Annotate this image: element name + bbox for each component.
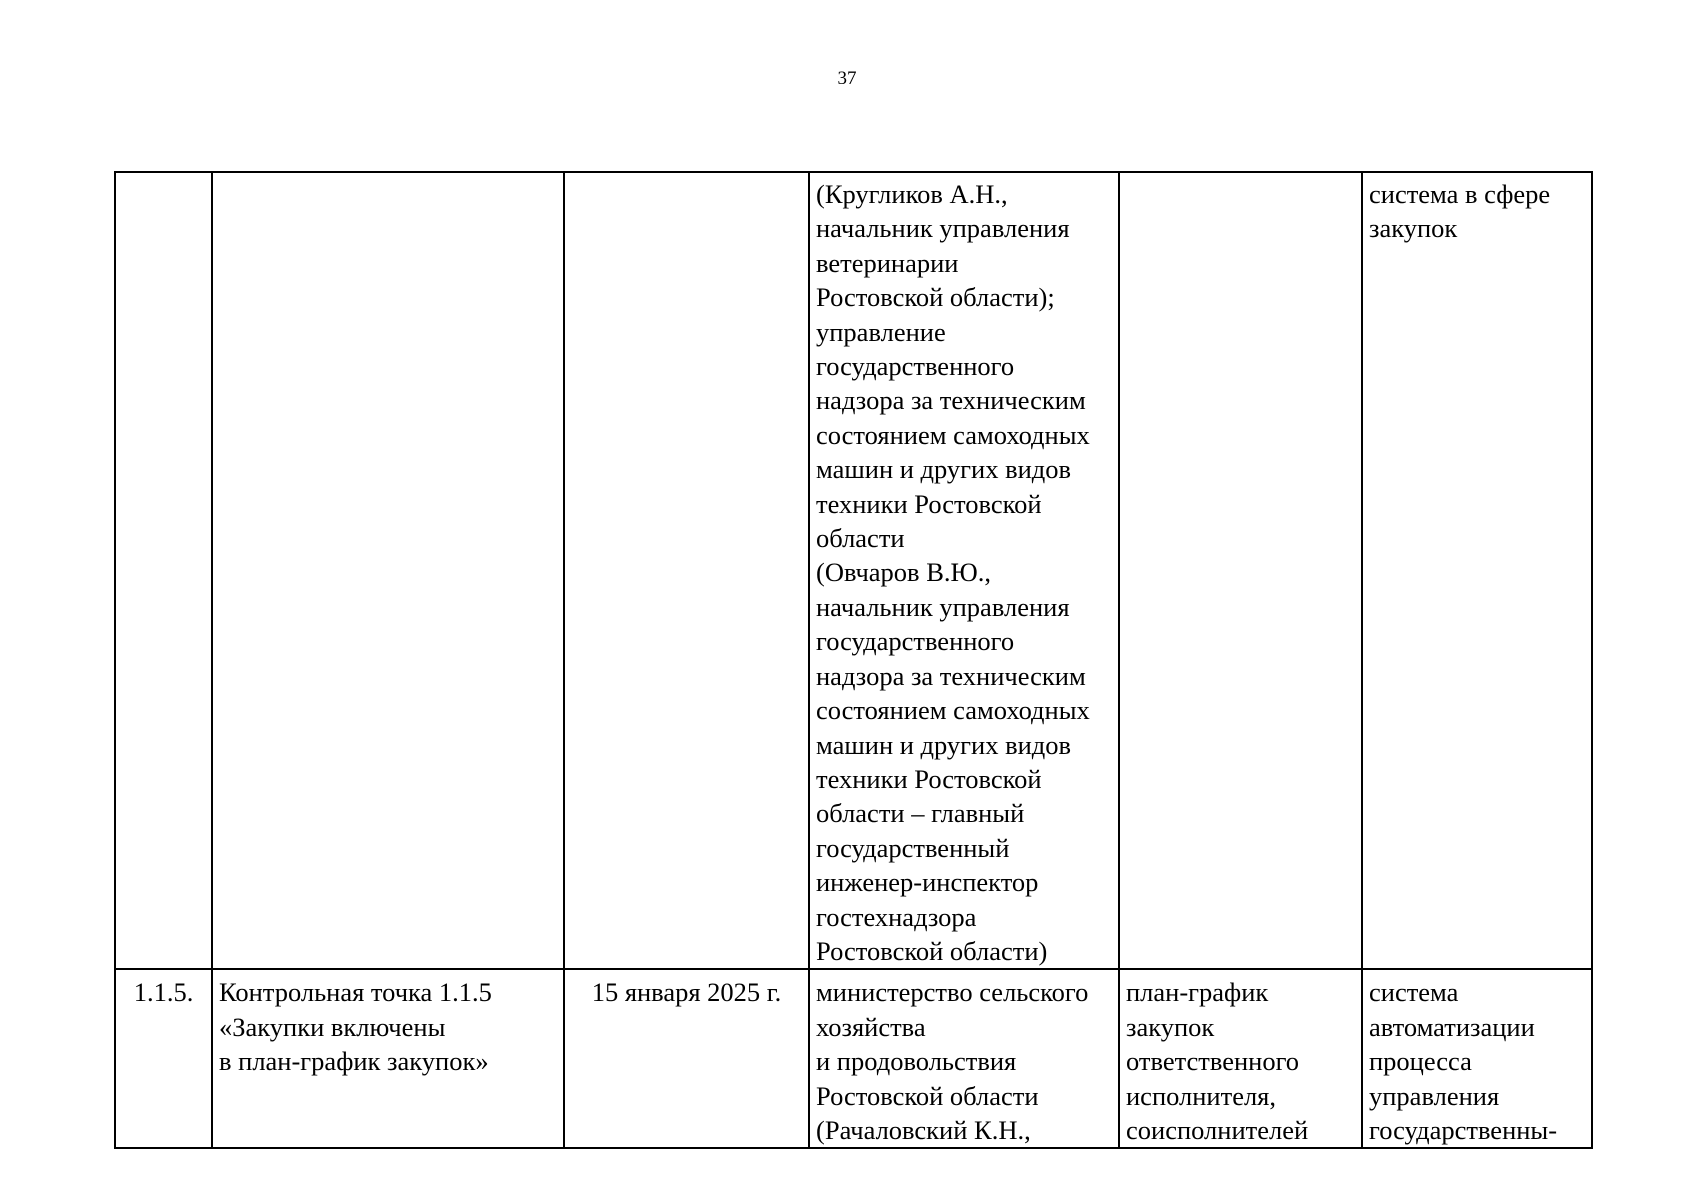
cell-responsible: министерство сельского хозяйства и продовольствия Ростовской области (Рачаловский К.Н., (809, 969, 1119, 1148)
table-row (115, 969, 1592, 1148)
cell-information-system: система в сфере закупок (1362, 172, 1592, 969)
cell-information-system: система автоматизации процесса управления государственны- (1362, 969, 1592, 1148)
cell-event-name: Контрольная точка 1.1.5 «Закупки включены в план-график закупок» (212, 969, 564, 1148)
cell-event-name (212, 172, 564, 969)
cell-document (1119, 172, 1362, 969)
table-row (115, 172, 1592, 969)
cell-document: план-график закупок ответственного исполнителя, соисполнителей (1119, 969, 1362, 1148)
cell-deadline (564, 172, 809, 969)
cell-number: 1.1.5. (115, 969, 212, 1148)
cell-number (115, 172, 212, 969)
cell-deadline: 15 января 2025 г. (564, 969, 809, 1148)
page-number: 37 (837, 68, 857, 89)
plan-table (114, 171, 1593, 1149)
cell-responsible: (Кругликов А.Н., начальник управления ветеринарии Ростовской области); управление государственного надзора за техническим состоянием самоходных машин и других видов техники Ростовской области (Овчаров В.Ю., начальник управления государственного надзора за техническим состоянием самоходных машин и других видов техники Ростовской области – главный государственный инженер-инспектор гостехнадзора Ростовской области) (809, 172, 1119, 969)
